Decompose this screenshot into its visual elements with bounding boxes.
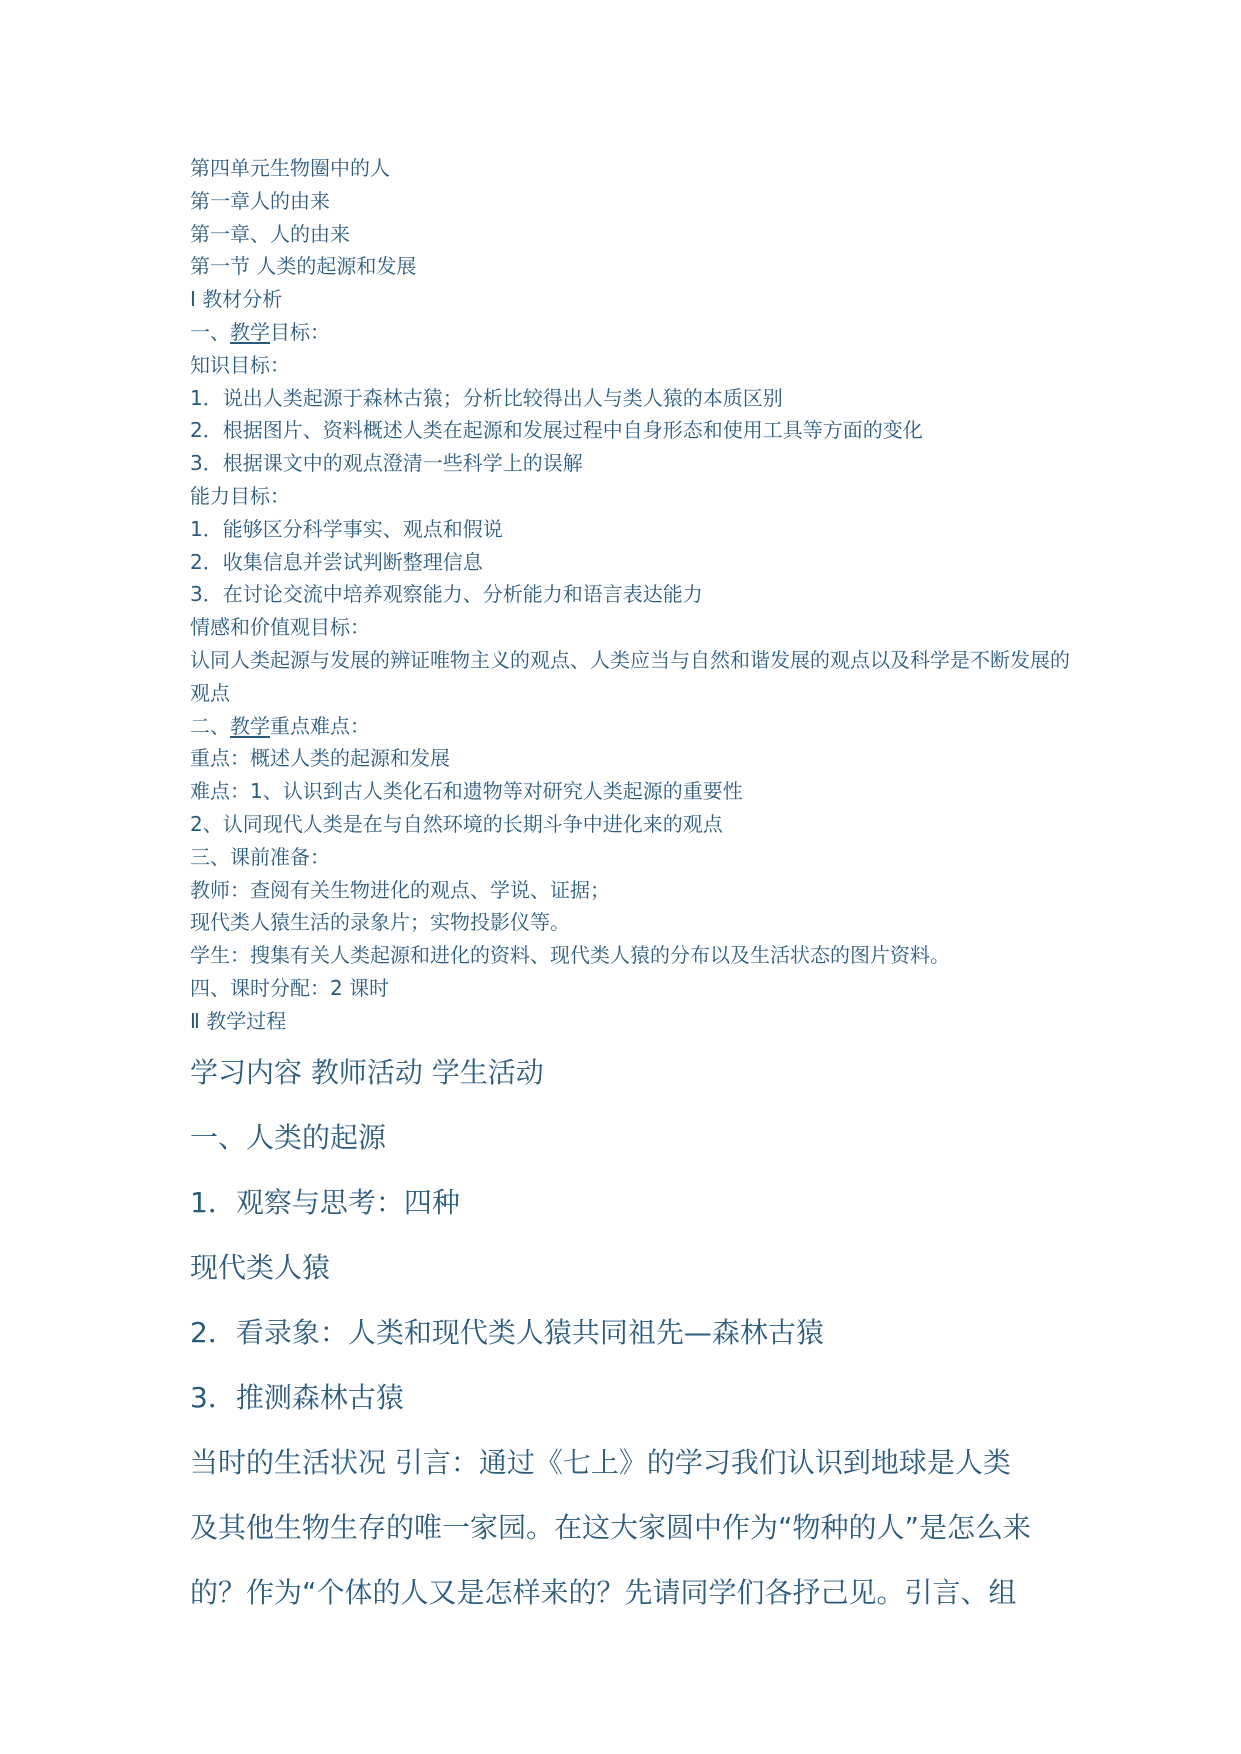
emotion-heading: 情感和价值观目标：	[190, 615, 370, 640]
ability-heading: 能力目标：	[190, 483, 290, 508]
ability-item: 3．在讨论交流中培养观察能力、分析能力和语言表达能力	[190, 582, 703, 607]
knowledge-heading: 知识目标：	[190, 352, 290, 377]
process-line: 现代类人猿	[190, 1251, 331, 1284]
process-line: 3．推测森林古猿	[190, 1381, 404, 1414]
section-title: 第一节 人类的起源和发展	[190, 254, 417, 279]
process-line: 的？作为“个体的人又是怎样来的？先请同学们各抒己见。引言、组	[190, 1576, 1017, 1609]
process-line: 一、人类的起源	[190, 1121, 387, 1154]
key-heading-suffix: 重点难点：	[270, 713, 370, 738]
ability-item: 1．能够区分科学事实、观点和假说	[190, 516, 503, 541]
knowledge-item: 2．根据图片、资料概述人类在起源和发展过程中自身形态和使用工具等方面的变化	[190, 418, 923, 443]
prep-student: 学生：搜集有关人类起源和进化的资料、现代类人猿的分布以及生活状态的图片资料。	[190, 943, 950, 968]
chapter-title-repeat: 第一章、人的由来	[190, 221, 350, 246]
process-table-header: 学习内容 教师活动 学生活动	[190, 1056, 544, 1089]
emotion-text: 认同人类起源与发展的辨证唯物主义的观点、人类应当与自然和谐发展的观点以及科学是不断发展的观点	[190, 647, 1070, 705]
key-heading	[190, 710, 1090, 743]
process-line: 当时的生活状况 引言：通过《七上》的学习我们认识到地球是人类	[190, 1446, 1011, 1479]
schedule: 四、课时分配：2 课时	[190, 975, 390, 1000]
key-heading-prefix: 二、	[190, 713, 230, 738]
lesson-plan-section	[190, 152, 1090, 1038]
prep-teacher-materials: 现代类人猿生活的录象片；实物投影仪等。	[190, 910, 570, 935]
difficult-point: 2、认同现代人类是在与自然环境的长期斗争中进化来的观点	[190, 811, 723, 836]
teaching-process-section	[190, 1040, 1090, 1625]
goals-heading-link[interactable]: 教学	[230, 319, 270, 344]
knowledge-item: 1．说出人类起源于森林古猿；分析比较得出人与类人猿的本质区别	[190, 385, 783, 410]
prep-teacher: 教师：查阅有关生物进化的观点、学说、证据；	[190, 877, 610, 902]
part-title-analysis: Ⅰ 教材分析	[190, 287, 283, 312]
chapter-title: 第一章人的由来	[190, 188, 330, 213]
prep-heading: 三、课前准备：	[190, 844, 330, 869]
process-line: 2．看录象：人类和现代类人猿共同祖先—森林古猿	[190, 1316, 824, 1349]
key-point: 重点：概述人类的起源和发展	[190, 746, 450, 771]
process-line: 1．观察与思考：四种	[190, 1186, 460, 1219]
goals-heading-prefix: 一、	[190, 319, 230, 344]
ability-item: 2．收集信息并尝试判断整理信息	[190, 549, 483, 574]
difficult-point: 难点：1、认识到古人类化石和遗物等对研究人类起源的重要性	[190, 779, 743, 804]
unit-title: 第四单元生物圈中的人	[190, 156, 390, 180]
goals-heading-suffix: 目标：	[270, 319, 330, 344]
knowledge-item: 3．根据课文中的观点澄清一些科学上的误解	[190, 451, 583, 476]
part-title-process: Ⅱ 教学过程	[190, 1008, 287, 1033]
goals-heading	[190, 316, 1090, 349]
process-line: 及其他生物生存的唯一家园。在这大家圆中作为“物种的人”是怎么来	[190, 1511, 1032, 1544]
key-heading-link[interactable]: 教学	[230, 713, 270, 738]
